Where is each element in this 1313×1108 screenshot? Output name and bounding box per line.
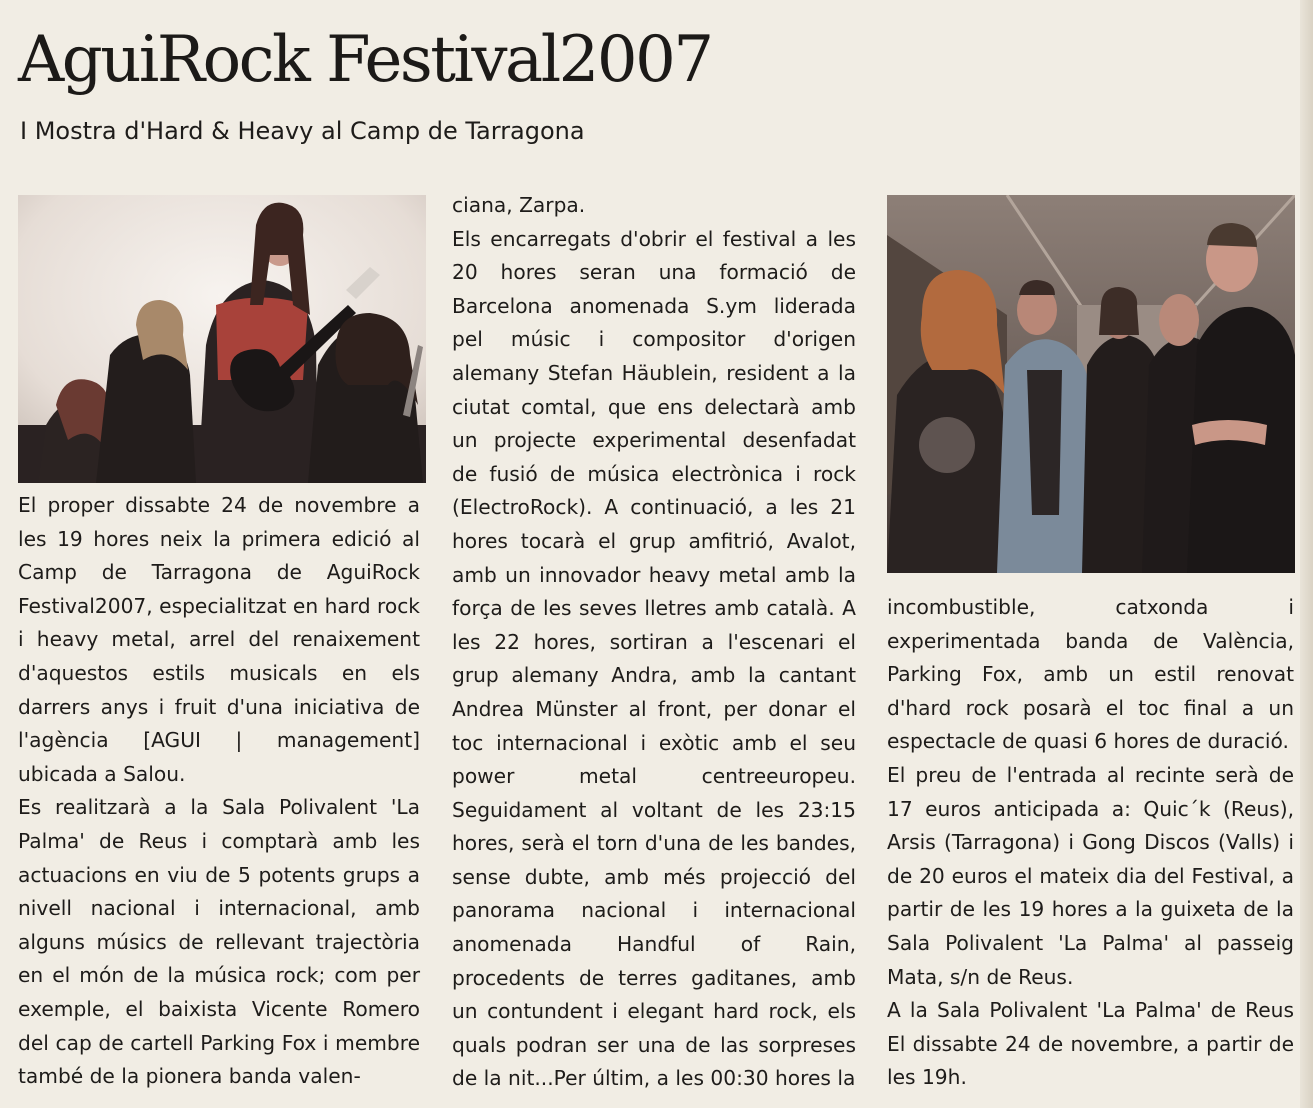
paragraph: A la Sala Polivalent 'La Palma' de Reus El dissabte 24 de novembre, a partir de les 19h.	[887, 998, 1294, 1090]
paragraph: El preu de l'entrada al recinte serà de 17 euros anticipada a: Quic´k (Reus), Arsis (Tarragona) i Gong Discos (Valls) i de 20 euros el mateix dia del Festival, a partir de les 19 hores a la guixeta de la Sala Polivalent 'La Palma' al passeig Mata, s/n de Reus.	[887, 762, 1294, 989]
paragraph: ciana, Zarpa.	[452, 193, 586, 217]
page-edge	[1300, 0, 1313, 1108]
article-column-left	[18, 489, 420, 1094]
paragraph: El proper dissabte 24 de novembre a les 19 hores neix la primera edició al Camp de Tarragona de AguiRock Festival2007, especialitzat en hard rock i heavy metal, arrel del renaixement d'aquestos estils musicals en els darrers anys i fruit d'una iniciativa de l'agència [AGUI | management] ubicada a Salou.	[18, 493, 420, 786]
band-photo-right	[887, 195, 1295, 573]
paragraph: Es realitzarà a la Sala Polivalent 'La Palma' de Reus i comptarà amb les actuacions en viu de 5 potents grups a nivell nacional i internacional, amb alguns músics de rellevant trajectòria en el món de la música rock; com per exemple, el baixista Vicente Romero del cap de cartell Parking Fox i membre també de la pionera banda valen-	[18, 795, 420, 1089]
article-column-right	[887, 591, 1294, 1095]
article-subtitle: I Mostra d'Hard & Heavy al Camp de Tarragona	[20, 117, 585, 145]
paragraph: incombustible, catxonda i experimentada banda de València, Parking Fox, amb un estil renovat d'hard rock posarà el toc final a un espectacle de quasi 6 hores de duració.	[887, 595, 1294, 754]
band-photo-left	[18, 195, 426, 483]
article-title: AguiRock Festival2007	[18, 23, 712, 97]
article-column-middle	[452, 189, 856, 1096]
paragraph: Els encarregats d'obrir el festival a les 20 hores seran una formació de Barcelona anomenada S.ym liderada pel músic i compositor d'origen alemany Stefan Häublein, resident a la ciutat comtal, que ens delectarà amb un projecte experimental desenfadat de fusió de música electrònica i rock (ElectroRock). A continuació, a les 21 hores tocarà el grup amfitrió, Avalot, amb un innovador heavy metal amb la força de les seves lletres amb català. A les 22 hores, sortiran a l'escenari el grup alemany Andra, amb la cantant Andrea Münster al front, per donar el toc internacional i exòtic amb el seu power metal centreeuropeu. Seguidament al voltant de les 23:15 hores, serà el torn d'una de les bandes, sense dubte, amb més projecció del panorama nacional i internacional anomenada Handful of Rain, procedents de terres gaditanes, amb un contundent i elegant hard rock, els quals podran ser una de las sorpreses de la nit...Per últim, a les 00:30 hores la	[452, 226, 856, 1091]
